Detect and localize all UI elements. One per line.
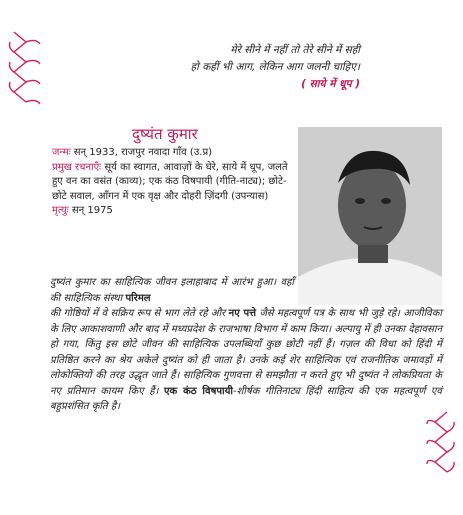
author-bio bbox=[52, 146, 292, 219]
epigraph-line: हो कहीं भी आग, लेकिन आग जलनी चाहिए। bbox=[190, 61, 360, 73]
birth-label: जन्मः bbox=[52, 147, 71, 158]
birth-text: सन् 1933, राजपुर नवादा गाँव (उ.प्र) bbox=[73, 147, 213, 158]
paragraph-text: जैसे महत्वपूर्ण पत्र के साथ भी जुड़े रहे। आजीविका के लिए आकाशवाणी और बाद में मध्यप्रदेश के राजभाषा विभाग में काम किया। अल्पायु में ही उनका देहावसान हो गया, किंतु इस छोटे जीवन की साहित्यिक उपलब्धियाँ कुछ छोटी नहीं हैं। गज़ल की विधा को हिंदी में प्रतिष्ठित करने का श्रेय अकेले दुष्यंत को ही जाता है। उनके कई शेर साहित्यिक एवं राजनीतिक जमावड़ों में लोकोक्तियों की तरह उद्धृत जाते हैं। साहित्यिक गुणवत्ता से समझौता न करते हुए भी दुष्यंत ने लोकप्रियता के नए प्रतिमान कायम किए हैं। bbox=[50, 308, 442, 397]
highlight-term: परिमल bbox=[125, 292, 151, 304]
floral-ornament-icon bbox=[6, 28, 44, 108]
paragraph-text: की गोष्ठियों में वे सक्रिय रूप से भाग लेते रहे और bbox=[50, 308, 226, 319]
biography-paragraph bbox=[50, 275, 442, 415]
works-label: प्रमुख रचनाएँः bbox=[52, 161, 102, 173]
death-text: सन् 1975 bbox=[71, 205, 113, 216]
epigraph-source: ( साये में धूप ) bbox=[301, 78, 360, 90]
highlight-term: नए पत्ते bbox=[228, 308, 257, 319]
author-name: दुष्यंत कुमार bbox=[132, 125, 198, 143]
works-row bbox=[52, 161, 292, 205]
paragraph-text: दुष्यंत कुमार का साहित्यिक जीवन इलाहाबाद में आरंभ हुआ। वहाँ की साहित्यिक संस्था bbox=[50, 277, 294, 304]
epigraph-line: मेरे सीने में नहीं तो तेरे सीने में सही bbox=[230, 44, 360, 56]
birth-row bbox=[52, 146, 292, 161]
highlight-term: एक कंठ विषपायी bbox=[163, 385, 234, 397]
epigraph bbox=[100, 42, 360, 93]
death-label: मृत्युः bbox=[52, 205, 69, 216]
death-row bbox=[52, 204, 292, 219]
paragraph-intro bbox=[50, 275, 294, 306]
paragraph-text: -शीर्षक गीतिनाट्य हिंदी साहित्य की एक महत्वपूर्ण एवं बहुप्रशंसित कृति है। bbox=[50, 385, 442, 412]
floral-ornament-icon bbox=[425, 408, 457, 482]
works-text: सूर्य का स्वागत, आवाज़ों के घेरे, साये में धूप, जलते हुए वन का वसंत (काव्य); एक कंठ विषपायी (गीति-नाट्य); छोटे-छोटे सवाल, आँगन में एक वृक्ष और दोहरी ज़िंदगी (उपन्यास) bbox=[52, 161, 288, 202]
